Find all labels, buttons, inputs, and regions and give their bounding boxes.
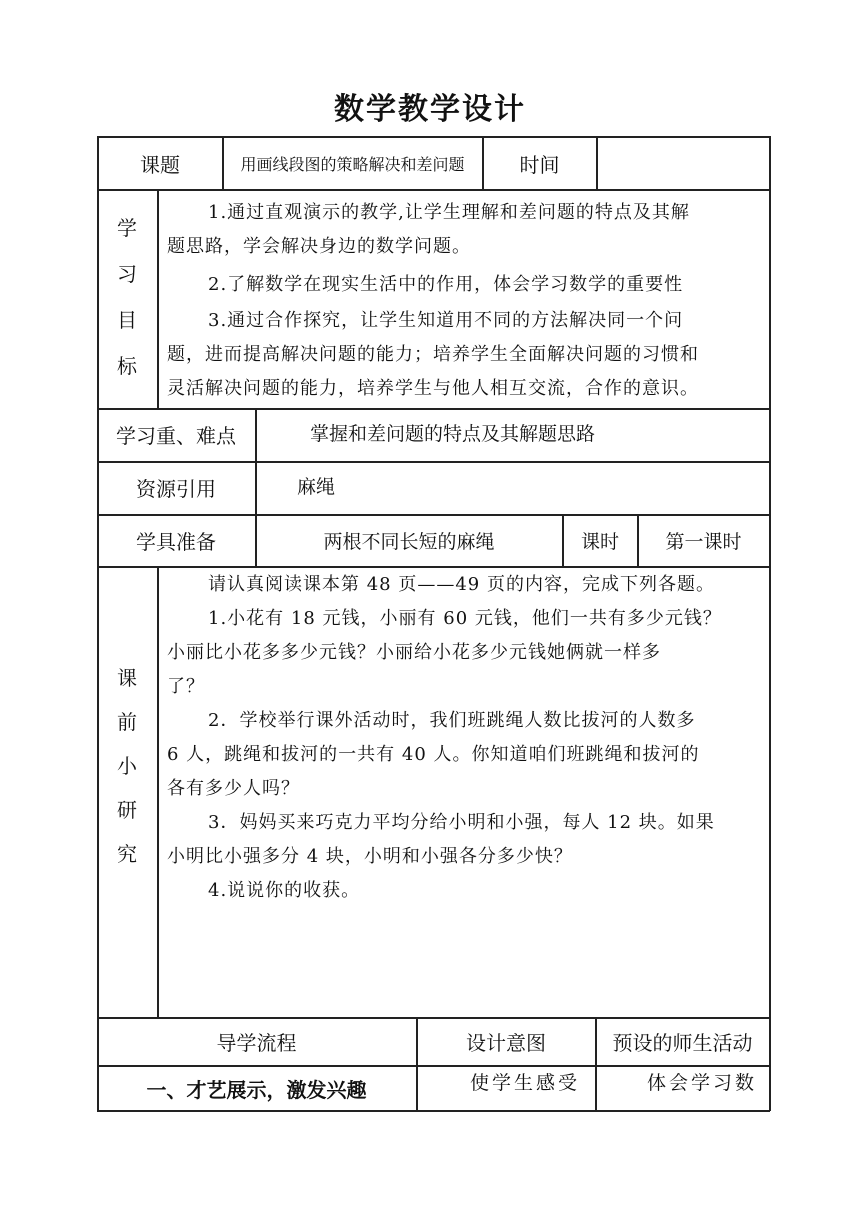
pre-study-line: 了？	[167, 676, 205, 697]
goals-label-char: 习	[117, 262, 137, 286]
process-header-activity: 预设的师生活动	[612, 1030, 753, 1055]
process-intent-1: 使学生感受	[470, 1072, 581, 1094]
resources-value: 麻绳	[297, 476, 336, 498]
goals-label-char: 标	[117, 354, 137, 378]
topic-value: 用画线段图的策略解决和差问题	[240, 154, 465, 174]
key-points-value: 掌握和差问题的特点及其解题思路	[310, 423, 596, 445]
pre-study-label-char: 课	[117, 666, 137, 690]
pre-study-label-char: 研	[117, 798, 137, 822]
document-title: 数学教学设计	[334, 92, 526, 127]
time-value	[597, 136, 769, 190]
pre-study-label-char: 究	[117, 842, 137, 866]
resources-label: 资源引用	[136, 477, 216, 501]
goal-line: 题思路，学会解决身边的数学问题。	[167, 236, 471, 257]
process-header-flow: 导学流程	[216, 1030, 297, 1055]
goals-label-char: 目	[117, 308, 137, 332]
process-header-intent: 设计意图	[466, 1030, 546, 1055]
pre-study-line: 请认真阅读课本第 48 页——49 页的内容，完成下列各题。	[208, 574, 715, 595]
goals-label-char: 学	[117, 216, 137, 240]
materials-label: 学具准备	[136, 529, 216, 554]
key-points-label: 学习重、难点	[116, 424, 236, 448]
goal-line: 1.通过直观演示的教学,让学生理解和差问题的特点及其解	[208, 202, 690, 223]
period-value: 第一课时	[665, 530, 742, 553]
pre-study-label	[97, 662, 157, 882]
materials-value: 两根不同长短的麻绳	[323, 530, 495, 553]
period-label: 课时	[580, 530, 619, 553]
process-step-1: 一、才艺展示，激发兴趣	[146, 1077, 367, 1102]
pre-study-line: 小明比小强多分 4 块，小明和小强各分多少快？	[167, 846, 573, 867]
pre-study-line: 6 人，跳绳和拔河的一共有 40 人。你知道咱们班跳绳和拔河的	[167, 744, 700, 765]
pre-study-line: 1.小花有 18 元钱，小丽有 60 元钱，他们一共有多少元钱？	[208, 608, 722, 629]
time-label: 时间	[519, 152, 560, 177]
goal-line: 3.通过合作探究，让学生知道用不同的方法解决同一个问	[208, 310, 684, 331]
pre-study-line: 2．学校举行课外活动时，我们班跳绳人数比拔河的人数多	[208, 710, 696, 731]
pre-study-line: 各有多少人吗？	[167, 778, 300, 799]
goal-line: 题，进而提高解决问题的能力；培养学生全面解决问题的习惯和	[167, 344, 699, 365]
goal-line: 2.了解数学在现实生活中的作用，体会学习数学的重要性	[208, 274, 684, 295]
pre-study-line: 3．妈妈买来巧克力平均分给小明和小强，每人 12 块。如果	[208, 812, 715, 833]
pre-study-line: 4.说说你的收获。	[208, 880, 361, 901]
pre-study-label-char: 前	[117, 710, 137, 734]
topic-label: 课题	[140, 152, 180, 177]
pre-study-line: 小丽比小花多多少元钱？小丽给小花多少元钱她俩就一样多	[167, 642, 661, 663]
process-activity-1: 体会学习数	[647, 1072, 758, 1094]
goal-line: 灵活解决问题的能力，培养学生与他人相互交流，合作的意识。	[167, 378, 699, 399]
pre-study-label-char: 小	[117, 754, 137, 778]
goals-label	[97, 212, 157, 396]
